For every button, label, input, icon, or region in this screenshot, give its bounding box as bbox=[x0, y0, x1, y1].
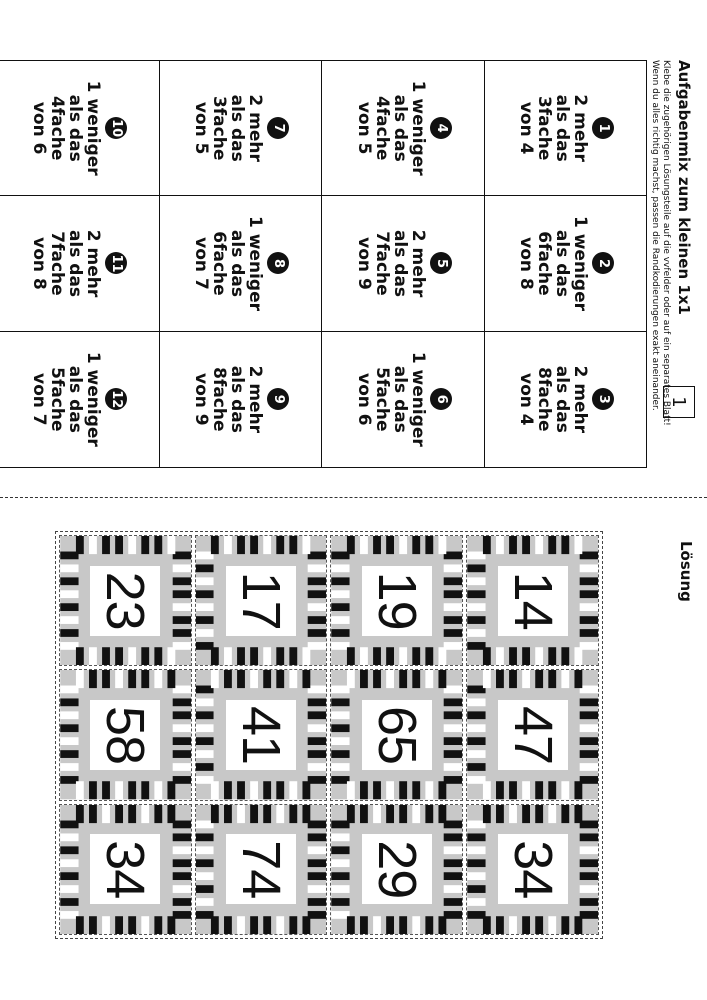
task-text: 2 mehr als das 3fache von 4 bbox=[515, 94, 590, 162]
task-card bbox=[484, 61, 646, 196]
task-number-badge: 10 bbox=[105, 117, 127, 139]
tile-number: 47 bbox=[498, 700, 568, 770]
task-card bbox=[0, 332, 159, 467]
task-card bbox=[0, 61, 159, 196]
worksheet-instructions: Klebe die zugehörigen Lösungsteile auf die vvfelder oder auf ein separates Blatt! Wenn du alles richtig machst, passen die Randkodierungen exakt aneinander. bbox=[650, 60, 671, 426]
tile-number: 65 bbox=[362, 700, 432, 770]
solution-tile-grid bbox=[55, 531, 603, 939]
task-text: 1 weniger als das 6fache von 8 bbox=[515, 215, 590, 311]
solution-tile[interactable] bbox=[195, 669, 328, 800]
task-card bbox=[484, 332, 646, 467]
task-text: 1 weniger als das 6fache von 7 bbox=[191, 215, 266, 311]
task-card bbox=[484, 196, 646, 331]
tile-number: 34 bbox=[498, 834, 568, 904]
task-text: 1 weniger als das 5fache von 7 bbox=[28, 351, 103, 447]
solution-tile[interactable] bbox=[331, 535, 464, 666]
solution-tile[interactable] bbox=[331, 669, 464, 800]
tile-number: 34 bbox=[90, 834, 160, 904]
task-text: 1 weniger als das 4fache von 6 bbox=[28, 80, 103, 176]
task-card bbox=[0, 196, 159, 331]
task-text: 2 mehr als das 3fache von 5 bbox=[191, 94, 266, 162]
task-card bbox=[159, 196, 321, 331]
task-card bbox=[322, 332, 484, 467]
task-number-badge: 5 bbox=[430, 252, 452, 274]
task-number-badge: 12 bbox=[105, 388, 127, 410]
solution-tile[interactable] bbox=[59, 804, 192, 935]
task-number-badge: 8 bbox=[267, 252, 289, 274]
tile-number: 23 bbox=[90, 566, 160, 636]
worksheet-title: Aufgabenmix zum kleinen 1x1 bbox=[675, 60, 693, 315]
tile-number: 74 bbox=[226, 834, 296, 904]
task-text: 1 weniger als das 4fache von 5 bbox=[353, 80, 428, 176]
tile-number: 14 bbox=[498, 566, 568, 636]
tile-number: 58 bbox=[90, 700, 160, 770]
task-number-badge: 6 bbox=[430, 388, 452, 410]
solution-tile[interactable] bbox=[331, 804, 464, 935]
task-text: 2 mehr als das 7fache von 9 bbox=[353, 229, 428, 298]
solution-tile[interactable] bbox=[466, 669, 599, 800]
solution-tile[interactable] bbox=[195, 535, 328, 666]
task-number-badge: 7 bbox=[267, 117, 289, 139]
task-number-badge: 3 bbox=[592, 388, 614, 410]
task-text: 2 mehr als das 7fache von 8 bbox=[28, 229, 103, 298]
task-grid bbox=[0, 60, 647, 468]
cut-line bbox=[0, 497, 707, 498]
tile-number: 41 bbox=[226, 700, 296, 770]
solution-tile[interactable] bbox=[59, 669, 192, 800]
solution-tile[interactable] bbox=[59, 535, 192, 666]
task-number-badge: 11 bbox=[105, 252, 127, 274]
task-text: 2 mehr als das 8fache von 9 bbox=[191, 365, 266, 434]
task-number-badge: 2 bbox=[592, 252, 614, 274]
task-number-badge: 1 bbox=[592, 117, 614, 139]
task-number-badge: 4 bbox=[430, 117, 452, 139]
task-card bbox=[159, 61, 321, 196]
solution-tile[interactable] bbox=[466, 804, 599, 935]
solution-tile[interactable] bbox=[195, 804, 328, 935]
solution-title: Lösung bbox=[677, 541, 695, 602]
tile-number: 17 bbox=[226, 566, 296, 636]
task-text: 2 mehr als das 8fache von 4 bbox=[515, 365, 590, 434]
solution-tile[interactable] bbox=[466, 535, 599, 666]
task-text: 1 weniger als das 5fache von 6 bbox=[353, 351, 428, 447]
page-number-box: 1 bbox=[663, 386, 695, 418]
task-card bbox=[322, 61, 484, 196]
task-number-badge: 9 bbox=[267, 388, 289, 410]
task-card bbox=[322, 196, 484, 331]
tile-number: 19 bbox=[362, 566, 432, 636]
tile-number: 29 bbox=[362, 834, 432, 904]
task-card bbox=[159, 332, 321, 467]
